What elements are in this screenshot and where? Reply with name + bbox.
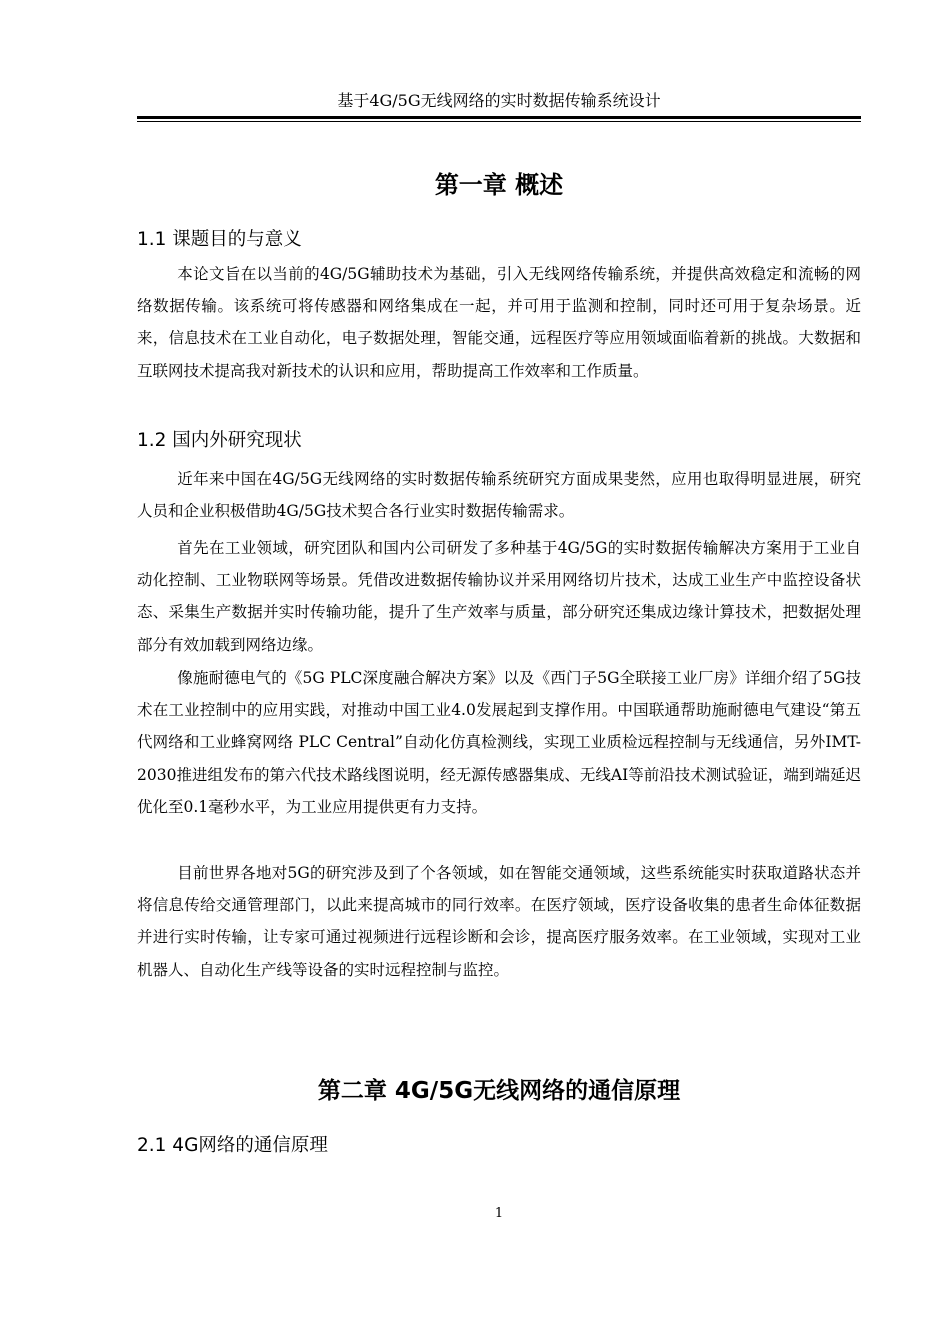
section-1-2-paragraph-3: 像施耐德电气的《5G PLC深度融合解决方案》以及《西门子5G全联接工业厂房》详细介绍了5G技术在工业控制中的应用实践，对推动中国工业4.0发展起到支撑作用。中国联通帮助施耐德电气建设“第五代网络和工业蜂窝网络 PLC Central”自动化仿真检测线，实现工业质检远程控制与无线通信，另外IMT-2030推进组发布的第六代技术路线图说明，经无源传感器集成、无线AI等前沿技术测试验证，端到端延迟优化至0.1毫秒水平，为工业应用提供更有力支持。: [137, 669, 861, 816]
section-1-2-paragraph-4: 目前世界各地对5G的研究涉及到了个各领域，如在智能交通领域，这些系统能实时获取道路状态并将信息传给交通管理部门，以此来提高城市的同行效率。在医疗领域，医疗设备收集的患者生命体征数据并进行实时传输，让专家可通过视频进行远程诊断和会诊，提高医疗服务效率。在工业领域，实现对工业机器人、自动化生产线等设备的实时远程控制与监控。: [137, 864, 861, 979]
section-1-2-heading: 1.2 国内外研究现状: [137, 430, 302, 451]
section-2-1-heading: 2.1 4G网络的通信原理: [137, 1135, 328, 1156]
chapter-2-title: 第二章 4G/5G无线网络的通信原理: [317, 1078, 681, 1104]
header-rule-thick: [137, 116, 861, 119]
running-header: 基于4G/5G无线网络的实时数据传输系统设计: [337, 91, 661, 110]
section-1-2-paragraph-1: 近年来中国在4G/5G无线网络的实时数据传输系统研究方面成果斐然，应用也取得明显进展，研究人员和企业积极借助4G/5G技术契合各行业实时数据传输需求。: [137, 470, 861, 521]
section-1-2-paragraph-2: 首先在工业领域，研究团队和国内公司研发了多种基于4G/5G的实时数据传输解决方案用于工业自动化控制、工业物联网等场景。凭借改进数据传输协议并采用网络切片技术，达成工业生产中监控设备状态、采集生产数据并实时传输功能，提升了生产效率与质量，部分研究还集成边缘计算技术，把数据处理部分有效加载到网络边缘。: [137, 539, 861, 654]
chapter-1-title: 第一章 概述: [434, 171, 564, 199]
section-1-1-heading: 1.1 课题目的与意义: [137, 229, 302, 250]
section-1-1-paragraph-1: 本论文旨在以当前的4G/5G辅助技术为基础，引入无线网络传输系统，并提供高效稳定和流畅的网络数据传输。该系统可将传感器和网络集成在一起，并可用于监测和控制，同时还可用于复杂场景。近来，信息技术在工业自动化，电子数据处理，智能交通，远程医疗等应用领域面临着新的挑战。大数据和互联网技术提高我对新技术的认识和应用，帮助提高工作效率和工作质量。: [137, 265, 861, 380]
header-rule-thin: [137, 121, 861, 122]
page-number: 1: [494, 1206, 504, 1221]
